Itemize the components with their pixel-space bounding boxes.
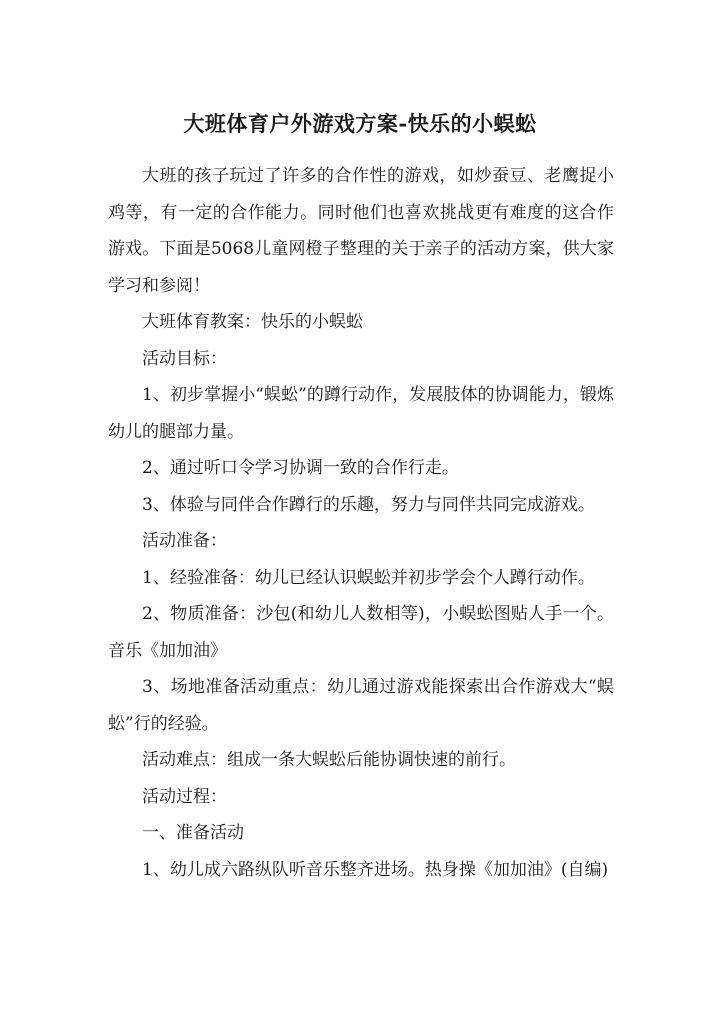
paragraph-prep-3: 3、场地准备活动重点：幼儿通过游戏能探索出合作游戏大“蜈蚣”行的经验。 [108,677,614,734]
paragraph-goal-1: 1、初步掌握小“蜈蚣”的蹲行动作，发展肢体的协调能力，锻炼幼儿的腿部力量。 [108,385,614,442]
paragraph-goal-3: 3、体验与同伴合作蹲行的乐趣，努力与同伴共同完成游戏。 [142,494,595,515]
document-title: 大班体育户外游戏方案-快乐的小蜈蚣 [183,111,537,136]
paragraph-difficulty: 活动难点：组成一条大蜈蚣后能协调快速的前行。 [142,750,516,770]
paragraph-lesson-title: 大班体育教案：快乐的小蜈蚣 [142,312,363,332]
heading-preparation: 活动准备： [142,531,227,551]
paragraph-goal-2: 2、通过听口令学习协调一致的合作行走。 [142,458,459,478]
heading-goals: 活动目标： [142,348,227,369]
paragraph-prep-2: 2、物质准备：沙包(和幼儿人数相等)，小蜈蚣图贴人手一个。音乐《加加油》 [108,604,614,661]
heading-process: 活动过程： [142,786,227,807]
heading-warmup: 一、准备活动 [142,823,244,843]
paragraph-prep-1: 1、经验准备：幼儿已经认识蜈蚣并初步学会个人蹲行动作。 [142,567,595,588]
document-body [108,158,614,888]
paragraph-intro: 大班的孩子玩过了许多的合作性的游戏，如炒蚕豆、老鹰捉小鸡等，有一定的合作能力。同时他们也喜欢挑战更有难度的这合作游戏。下面是5068儿童网橙子整理的关于亲子的活动方案，供大家学习和参阅！ [108,166,614,296]
paragraph-warmup-1: 1、幼儿成六路纵队听音乐整齐进场。热身操《加加油》(自编) [142,859,609,880]
